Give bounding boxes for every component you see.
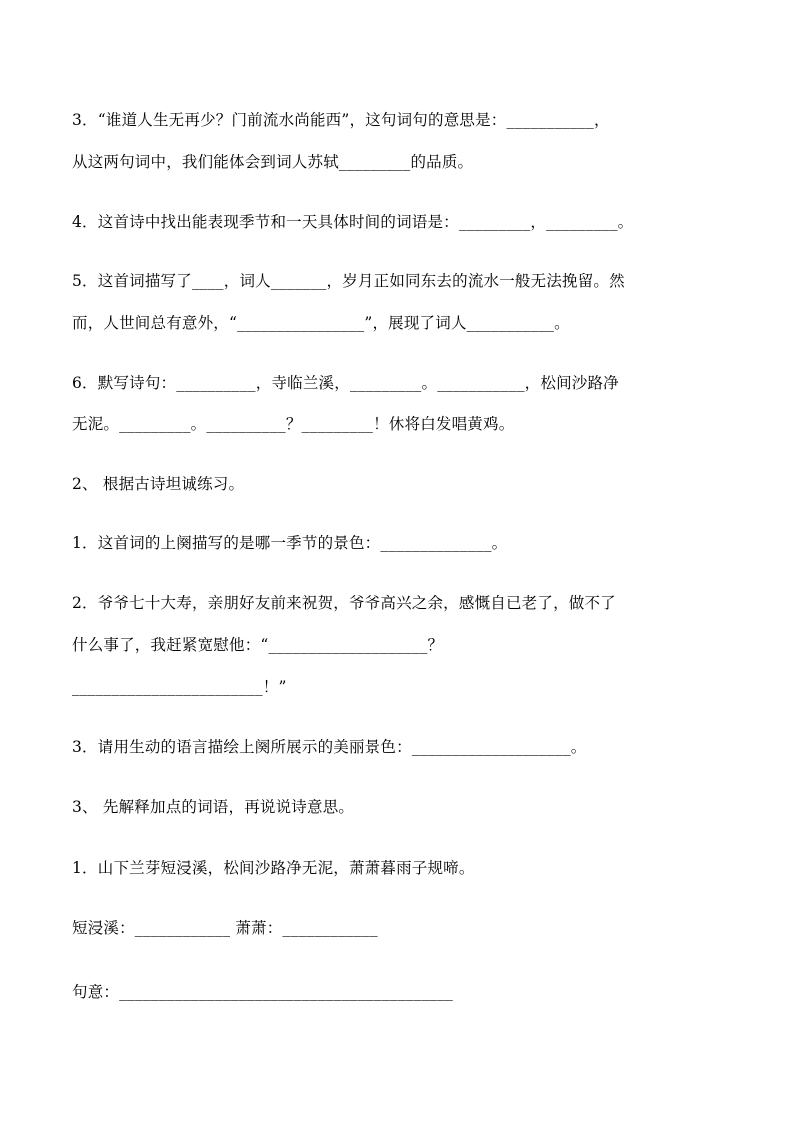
s2-q1-line: 1．这首词的上阕描写的是哪一季节的景色：______________。 <box>72 534 508 552</box>
q3-line-1: 3．“谁道人生无再少？门前流水尚能西”，这句词句的意思是：___________， <box>72 111 610 129</box>
section-3-heading: 3、 先解释加点的词语，再说说诗意思。 <box>72 798 355 816</box>
q5-line-2: 而，人世间总有意外，“________________”，展现了词人___________。 <box>72 314 570 332</box>
s2-q2-line-3: ________________________！” <box>72 678 287 696</box>
q6-line-1: 6．默写诗句：__________，寺临兰溪，_________。___________，松间沙路净 <box>72 374 619 392</box>
section-2-heading: 2、 根据古诗坦诚练习。 <box>72 475 245 493</box>
s2-q2-line-2: 什么事了，我赶紧宽慰他：“____________________？ <box>72 636 444 654</box>
q6-line-2: 无泥。_________。__________？_________！休将白发唱黄鸡。 <box>72 415 515 433</box>
s2-q3-line: 3．请用生动的语言描绘上阕所展示的美丽景色：____________________。 <box>72 738 587 756</box>
q3-line-2: 从这两句词中，我们能体会到词人苏轼_________的品质。 <box>72 153 474 171</box>
q5-line-1: 5．这首词描写了____，词人_______，岁月正如同东去的流水一般无法挽留。然 <box>72 272 625 290</box>
s3-sentence-meaning: 句意：__________________________________________ <box>72 983 454 1001</box>
s2-q2-line-1: 2．爷爷七十大寿，亲朋好友前来祝贺，爷爷高兴之余，感慨自已老了，做不了 <box>72 594 616 612</box>
q4-line: 4．这首诗中找出能表现季节和一天具体时间的词语是：_________，_________。 <box>72 213 634 231</box>
s3-q1-poem-line: 1．山下兰芽短浸溪，松间沙路净无泥，萧萧暮雨子规啼。 <box>72 859 475 877</box>
s3-word-explanations: 短浸溪：____________ 萧萧：____________ <box>72 919 378 937</box>
